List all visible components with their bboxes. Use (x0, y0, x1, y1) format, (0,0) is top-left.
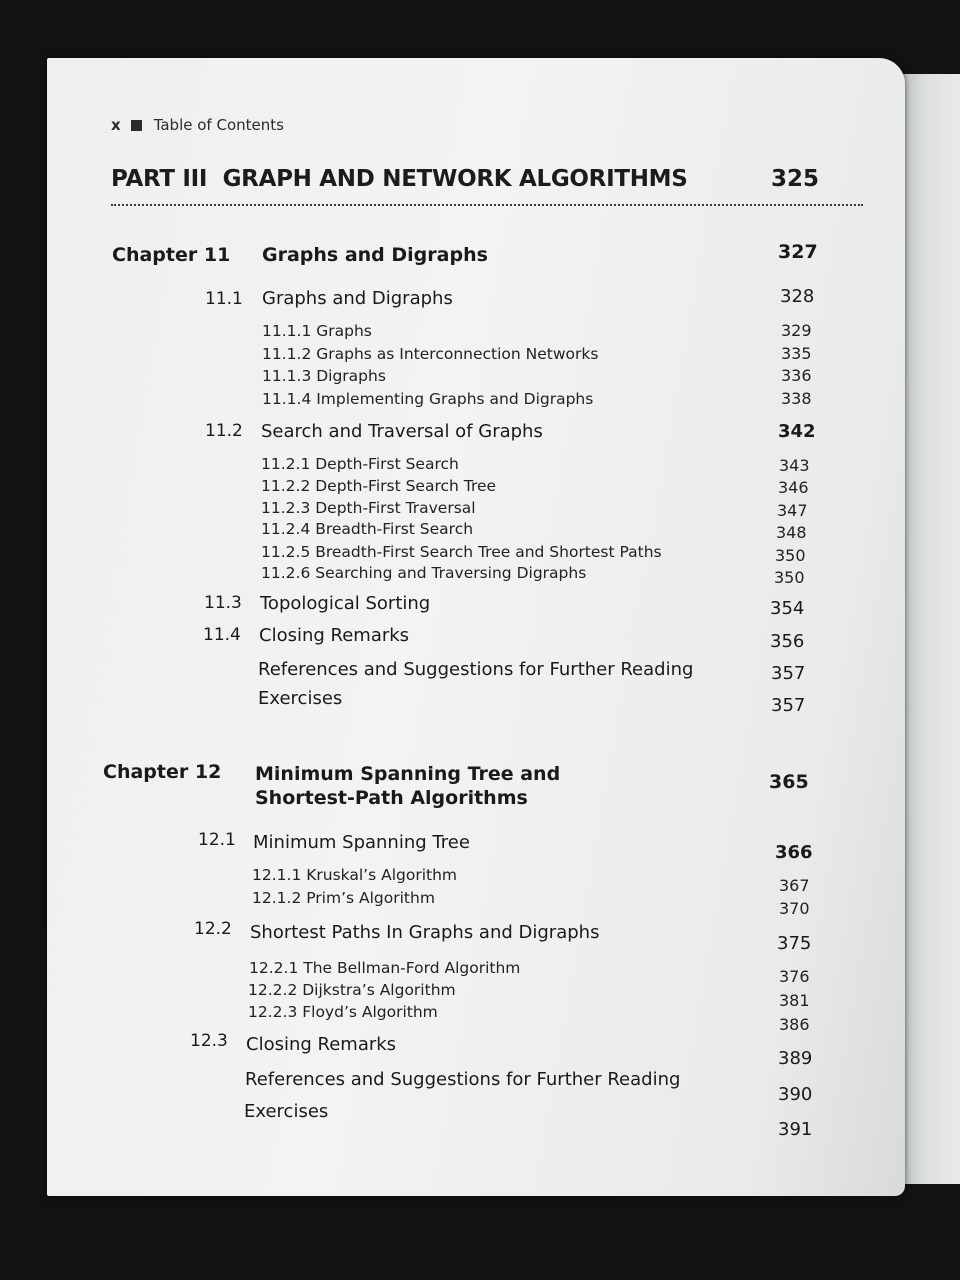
dotted-divider (111, 204, 863, 206)
subsection-page: 381 (779, 991, 810, 1010)
section-number: 11.2 (205, 421, 243, 441)
section-page: 389 (778, 1048, 813, 1069)
section-page: 390 (778, 1084, 813, 1105)
subsection-title: 11.1.3 Digraphs (262, 367, 386, 385)
subsection-page: 350 (775, 546, 806, 565)
section-title: Closing Remarks (259, 625, 410, 646)
section-title: Minimum Spanning Tree (253, 832, 470, 853)
section-page: 366 (775, 842, 813, 863)
section-title: Topological Sorting (260, 593, 431, 614)
section-page: 354 (770, 598, 805, 619)
subsection-title: 11.2.3 Depth-First Traversal (261, 499, 476, 517)
subsection-title: 11.2.4 Breadth-First Search (261, 520, 474, 538)
part-title: PART III GRAPH AND NETWORK ALGORITHMS (111, 166, 688, 192)
section-number: 12.2 (194, 919, 232, 939)
page-number-roman: x (111, 116, 121, 134)
section-page: 356 (770, 631, 805, 652)
section-number: 12.3 (190, 1031, 228, 1051)
section-number: 11.3 (204, 593, 242, 613)
subsection-page: 348 (776, 523, 807, 542)
book-page (47, 58, 905, 1196)
subsection-page: 338 (781, 389, 812, 408)
section-page: 357 (771, 695, 806, 716)
chapter-11-title: Graphs and Digraphs (262, 244, 488, 266)
section-title: References and Suggestions for Further Reading (258, 659, 694, 680)
section-title: Shortest Paths In Graphs and Digraphs (250, 922, 600, 943)
subsection-page: 350 (774, 568, 805, 587)
subsection-page: 376 (779, 967, 810, 986)
subsection-title: 12.2.3 Floyd’s Algorithm (248, 1003, 438, 1021)
subsection-page: 370 (779, 899, 810, 918)
section-title: Search and Traversal of Graphs (261, 421, 543, 442)
chapter-12-title-line1: Minimum Spanning Tree and (255, 763, 561, 785)
section-number: 11.4 (203, 625, 241, 645)
section-page: 328 (780, 286, 815, 307)
subsection-title: 11.2.5 Breadth-First Search Tree and Shortest Paths (261, 543, 662, 561)
subsection-page: 329 (781, 321, 812, 340)
section-title: Graphs and Digraphs (262, 288, 453, 309)
chapter-11-label: Chapter 11 (112, 244, 231, 266)
subsection-title: 12.2.1 The Bellman-Ford Algorithm (249, 959, 521, 977)
running-head (111, 116, 284, 134)
square-bullet-icon (131, 120, 142, 131)
part-page-number: 325 (771, 166, 820, 192)
subsection-title: 11.1.2 Graphs as Interconnection Networks (262, 345, 599, 363)
section-title: Exercises (258, 688, 343, 709)
subsection-title: 11.2.6 Searching and Traversing Digraphs (261, 564, 587, 582)
section-page: 391 (778, 1119, 813, 1140)
subsection-page: 347 (777, 501, 808, 520)
subsection-title: 11.2.2 Depth-First Search Tree (261, 477, 497, 495)
section-page: 375 (777, 933, 812, 954)
subsection-title: 12.2.2 Dijkstra’s Algorithm (248, 981, 456, 999)
chapter-12-label: Chapter 12 (103, 761, 222, 783)
subsection-page: 335 (781, 344, 812, 363)
section-title: References and Suggestions for Further Reading (245, 1069, 681, 1090)
section-page: 342 (778, 421, 816, 442)
adjacent-page-edge (900, 74, 960, 1184)
subsection-title: 12.1.2 Prim’s Algorithm (252, 889, 435, 907)
section-title: Closing Remarks (246, 1034, 397, 1055)
running-head-label: Table of Contents (153, 116, 284, 134)
section-title: Exercises (244, 1101, 329, 1122)
chapter-12-page: 365 (769, 771, 809, 793)
subsection-title: 11.1.4 Implementing Graphs and Digraphs (262, 390, 594, 408)
subsection-title: 11.2.1 Depth-First Search (261, 455, 459, 473)
section-page: 357 (771, 663, 806, 684)
section-number: 11.1 (205, 289, 243, 309)
subsection-title: 12.1.1 Kruskal’s Algorithm (252, 866, 458, 884)
section-number: 12.1 (198, 830, 236, 850)
subsection-page: 336 (781, 366, 812, 385)
subsection-page: 346 (778, 478, 809, 497)
subsection-page: 386 (779, 1015, 810, 1034)
subsection-page: 367 (779, 876, 810, 895)
chapter-12-title-line2: Shortest-Path Algorithms (255, 787, 528, 809)
subsection-title: 11.1.1 Graphs (262, 322, 372, 340)
subsection-page: 343 (779, 456, 810, 475)
chapter-11-page: 327 (778, 241, 818, 263)
